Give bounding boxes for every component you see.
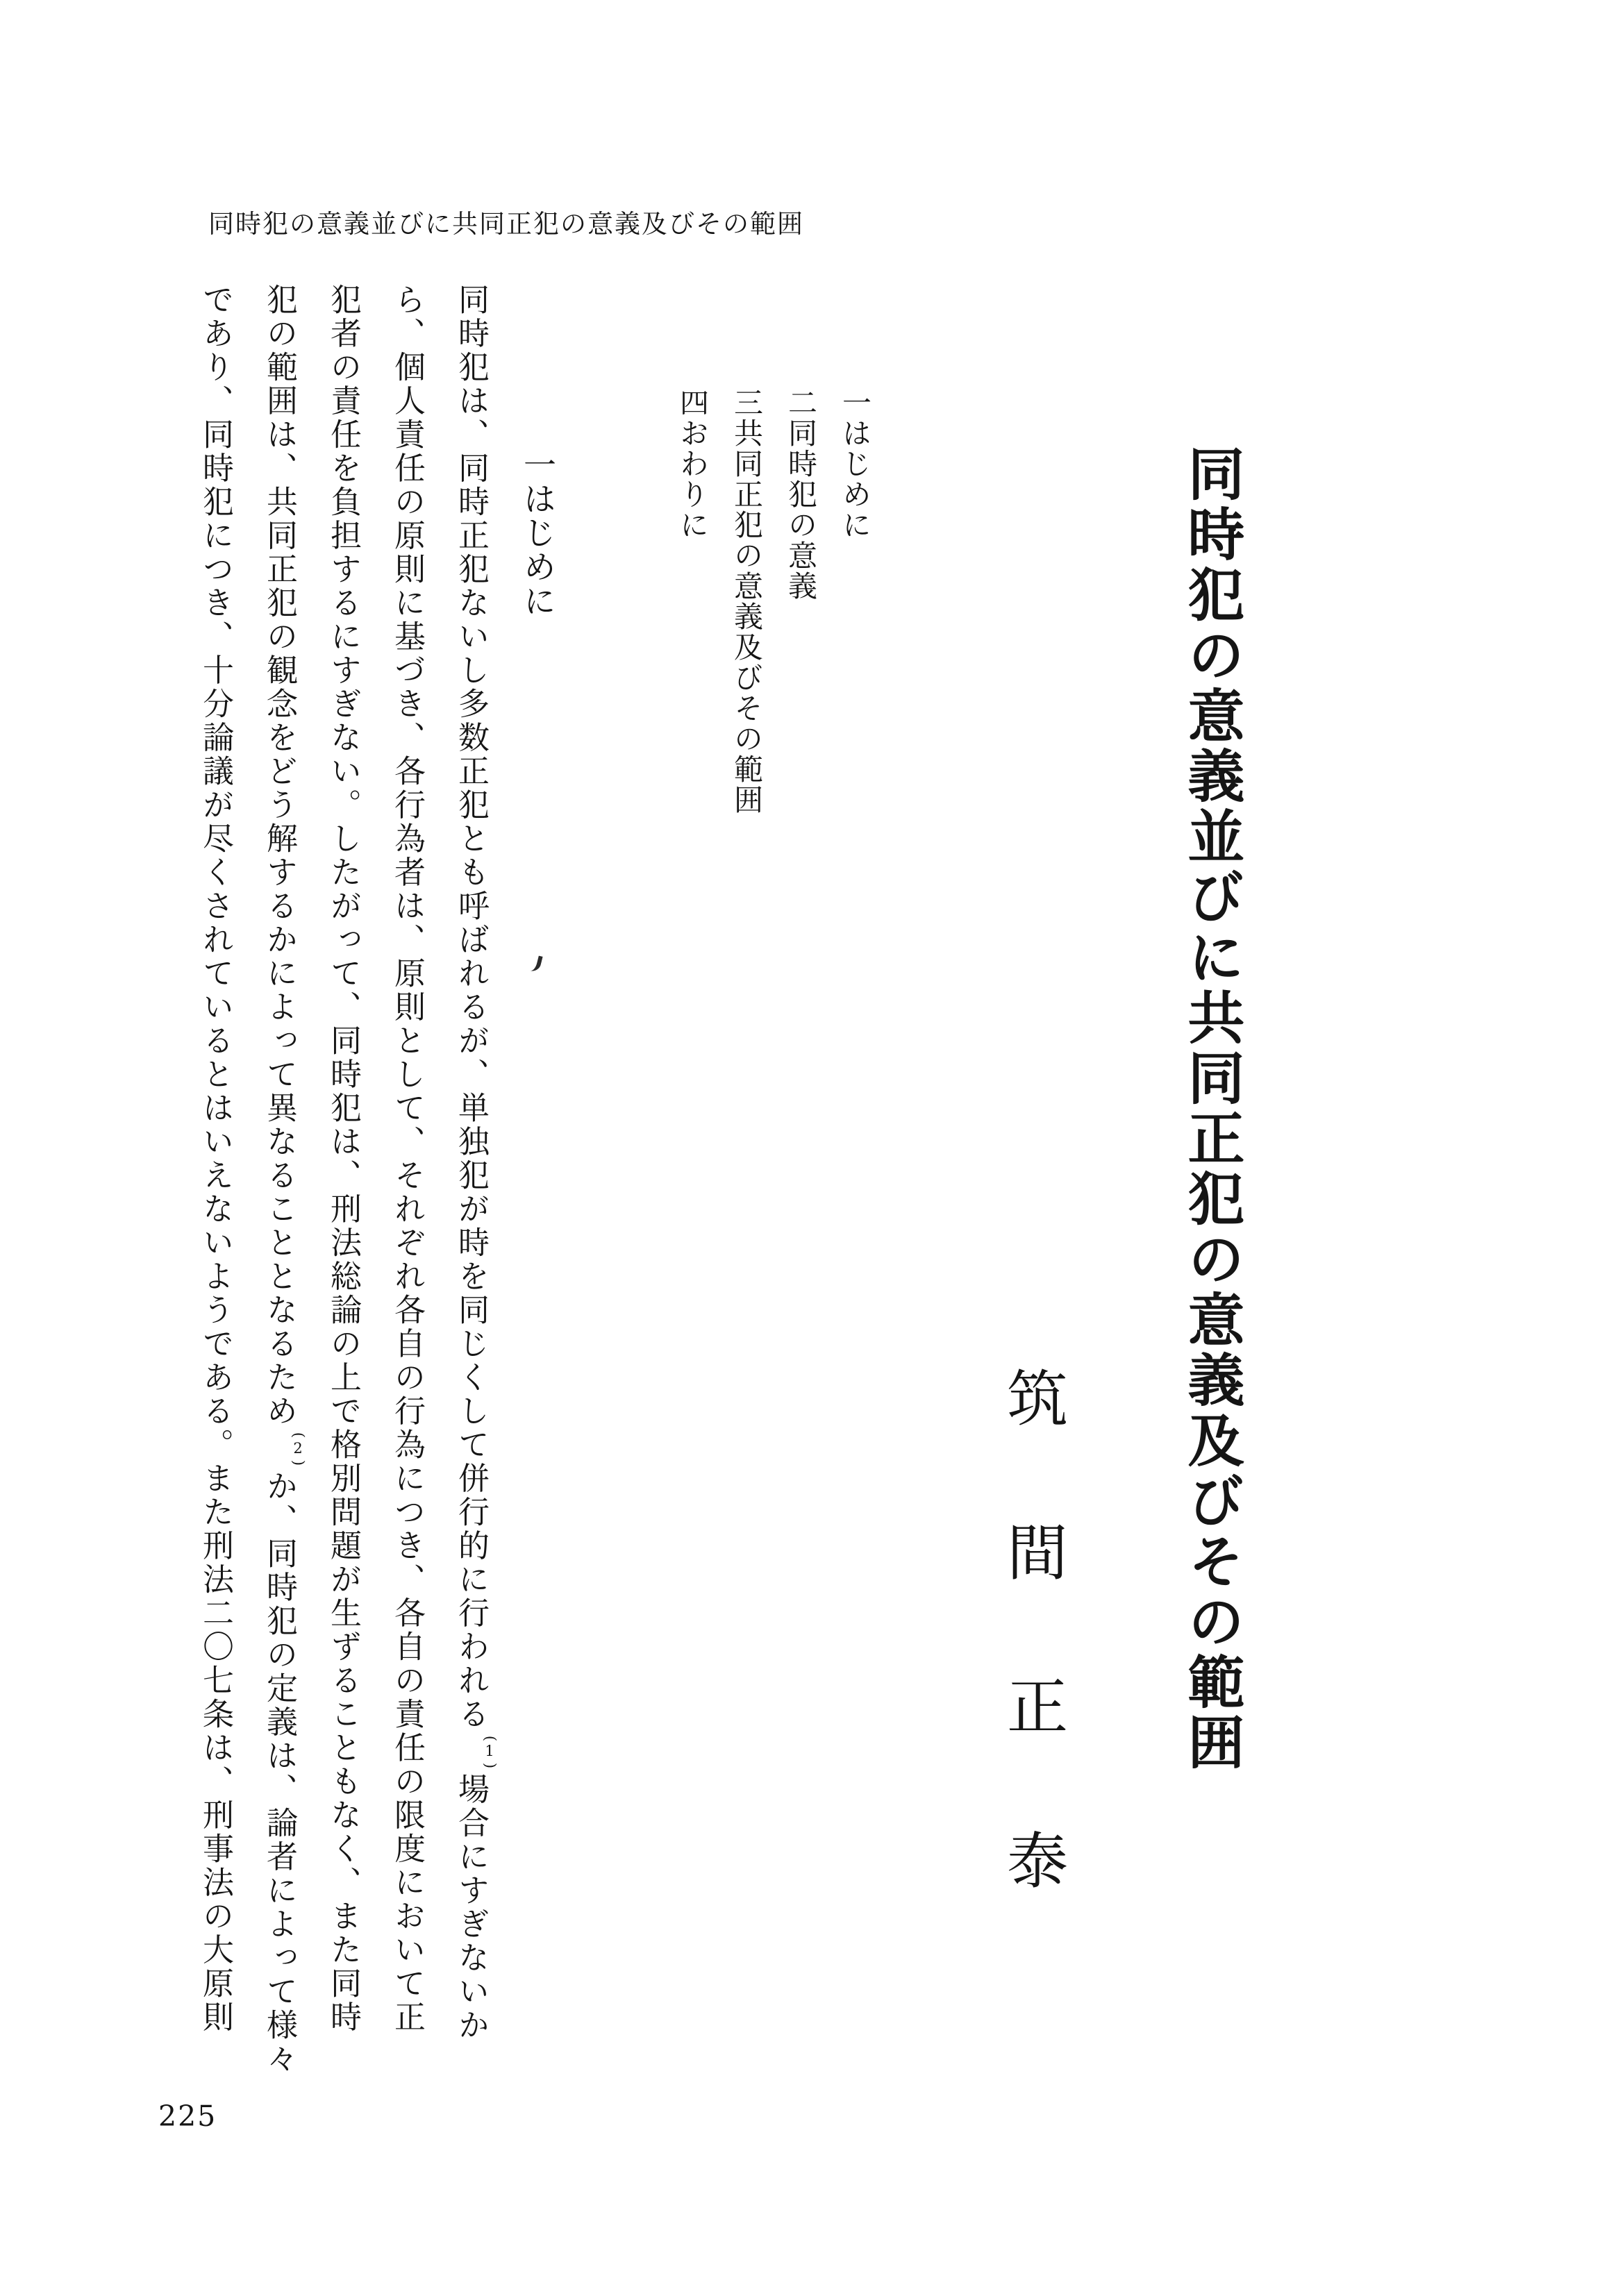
body-column-text: か、同時犯の定義は、論者によって様々 (261, 1469, 298, 2076)
table-of-contents (665, 387, 882, 1012)
toc-item-label: はじめに (838, 418, 872, 540)
body-column-text: 場合にすぎないか (453, 1773, 490, 2043)
toc-item-label: おわりに (676, 418, 710, 540)
page-number: 225 (158, 2100, 217, 2133)
toc-item-4 (665, 387, 719, 1012)
toc-item-3 (719, 387, 774, 1012)
body-column (183, 283, 247, 2102)
scan-artifact-mark (530, 955, 542, 973)
body-text (183, 283, 503, 2102)
footnote-ref-2: ( 2 ) (293, 1428, 302, 1470)
toc-item-number: 四 (676, 387, 710, 418)
toc-item-label: 同時犯の意義 (784, 418, 818, 601)
toc-item-number: 三 (730, 387, 764, 418)
section-number: 一 (518, 448, 556, 482)
body-column-text: 犯者の責任を負担するにすぎない。したがって、同時犯は、刑法総論の上で格別問題が生ずることもなく、また同時 (325, 283, 362, 2034)
toc-item-2 (774, 387, 828, 1012)
toc-item-number: 二 (784, 387, 818, 418)
toc-item-number: 一 (838, 387, 872, 418)
footnote-ref-1: ( 1 ) (485, 1732, 494, 1773)
body-column-text: ら、個人責任の原則に基づき、各行為者は、原則として、それぞれ各自の行為につき、各自の責任の限度において正 (389, 283, 426, 2034)
body-column (311, 283, 375, 2102)
body-column-text: であり、同時犯につき、十分論議が尽くされているとはいえないようである。また刑法二〇七条は、刑事法の大原則 (197, 283, 234, 2034)
section-heading (506, 448, 568, 809)
toc-item-1 (828, 387, 882, 1012)
running-head: 同時犯の意義並びに共同正犯の意義及びその範囲 (208, 209, 804, 239)
author-name: 筑間正泰 (997, 1366, 1069, 1983)
body-column (247, 283, 311, 2102)
body-column-text: 同時犯は、同時正犯ないし多数正犯とも呼ばれるが、単独犯が時を同じくして併行的に行われる (453, 283, 490, 1732)
body-column-text: 犯の範囲は、共同正犯の観念をどう解するかによって異なることとなるため (261, 283, 298, 1428)
section-title: はじめに (518, 482, 556, 618)
article-title: 同時犯の意義並びに共同正犯の意義及びその範囲 (1178, 444, 1245, 1773)
toc-item-label: 共同正犯の意義及びその範囲 (730, 418, 764, 815)
body-column (375, 283, 439, 2102)
body-column (439, 283, 503, 2102)
